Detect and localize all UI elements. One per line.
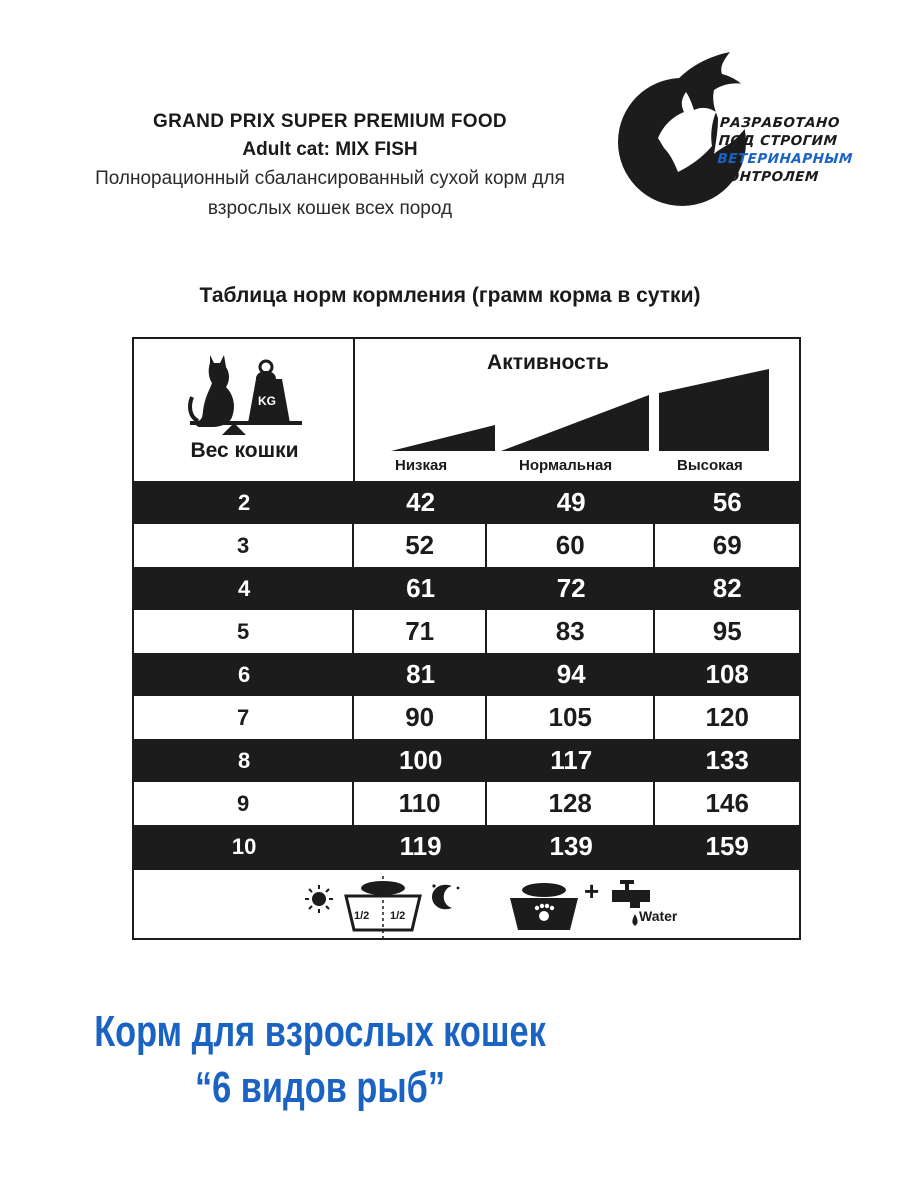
weight-cell: 6 [238,661,251,687]
table-body [134,481,799,868]
low-cell: 90 [354,696,487,739]
weight-cell: 3 [134,524,354,567]
weight-cell: 8 [238,747,251,773]
low-cell: 42 [406,487,436,517]
high-cell: 133 [705,745,749,775]
normal-cell: 128 [487,782,656,825]
water-label: Water [639,908,678,924]
high-cell: 56 [712,487,742,517]
kg-label: KG [258,394,276,408]
high-cell: 82 [712,573,742,603]
normal-cell: 49 [556,487,586,517]
normal-cell: 60 [487,524,656,567]
weight-cell: 7 [134,696,354,739]
feeding-table [132,337,801,940]
normal-cell: 72 [556,573,586,603]
activity-normal-label: Нормальная [519,457,613,474]
normal-cell: 94 [556,659,586,689]
normal-cell: 139 [549,831,593,861]
sun-icon [304,884,334,914]
low-cell: 119 [399,831,442,861]
half-portion-morning: 1/2 [354,910,370,922]
feeding-instructions-row [134,868,799,940]
table-row [134,825,799,868]
ramp-low [391,425,495,451]
description-line-1: Полнорационный сбалансированный сухой корм для [95,168,565,189]
slogan-line-1: Корм для взрослых кошек [94,1007,546,1056]
normal-cell: 83 [487,610,656,653]
table-row [134,610,799,653]
low-cell: 61 [406,573,436,603]
low-cell: 52 [354,524,487,567]
table-row [134,567,799,610]
weight-header-cell [134,339,355,481]
description-line-2: взрослых кошек всех пород [207,198,453,219]
table-row [134,653,799,696]
low-cell: 100 [398,745,443,775]
activity-header-label: Активность [487,351,609,374]
moon-icon [428,882,462,912]
low-cell: 71 [354,610,487,653]
cat-weight-scale-icon [186,351,306,435]
high-cell: 146 [705,788,749,818]
high-cell: 69 [712,530,742,560]
table-row [134,739,799,782]
vet-line-2: ПОД СТРОГИМ [718,133,839,149]
high-cell: 108 [705,659,749,689]
feeding-table-title: Таблица норм кормления (грамм корма в сутки) [199,284,701,307]
table-row [134,782,799,825]
normal-cell: 117 [550,745,593,775]
vet-badge-text [715,114,856,186]
high-cell: 159 [705,831,749,861]
half-portion-evening: 1/2 [390,910,406,922]
activity-header-cell [355,339,801,481]
product-variant: Adult cat: MIX FISH [242,139,418,160]
activity-high-label: Высокая [677,457,743,474]
high-cell: 120 [705,702,749,732]
ramp-high [659,369,769,451]
weight-cell: 4 [238,575,251,601]
weight-header-label: Вес кошки [190,439,299,462]
ramp-normal [501,395,649,451]
weight-cell: 2 [238,489,251,515]
split-bowl-icon [338,874,428,940]
plus-sign: + [584,876,600,906]
weight-cell: 9 [134,782,354,825]
product-header [20,108,640,224]
normal-cell: 105 [487,696,656,739]
pet-bowl-icon [506,880,582,932]
activity-ramp-graphic [385,365,805,455]
vet-line-1: РАЗРАБОТАНО [719,115,841,131]
table-row [134,481,799,524]
low-cell: 81 [406,659,436,689]
vet-line-4: КОНТРОЛЕМ [715,169,820,185]
table-row [134,696,799,739]
activity-low-label: Низкая [395,457,448,474]
slogan-line-2: “6 видов рыб” [194,1063,445,1112]
weight-cell: 5 [134,610,354,653]
vet-line-3: ВЕТЕРИНАРНЫМ [716,151,854,167]
low-cell: 110 [354,782,487,825]
high-cell: 95 [712,616,742,646]
vet-control-badge [618,46,868,206]
brand-name: GRAND PRIX SUPER PREMIUM FOOD [153,111,507,132]
table-row [134,524,799,567]
weight-cell: 10 [231,833,257,859]
